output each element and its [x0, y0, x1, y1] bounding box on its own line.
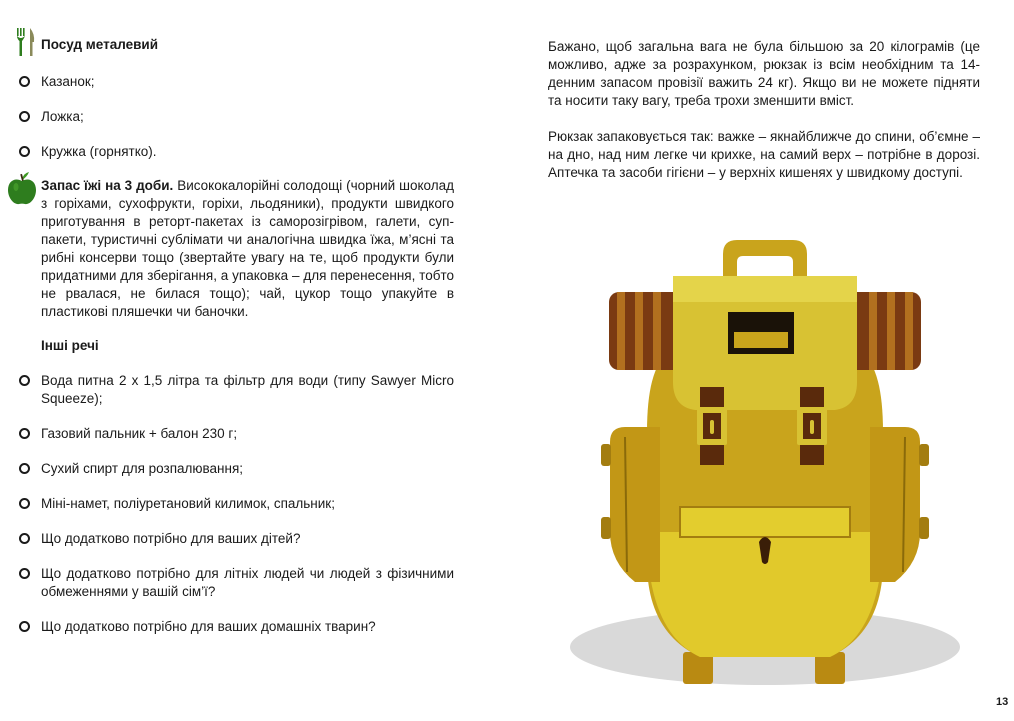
list-item-text: Вода питна 2 х 1,5 літра та фільтр для води (типу Sawyer Micro Squeeze); — [41, 373, 454, 406]
list-item-text: Що додатково потрібно для літніх людей чи людей з фізичними обмеженнями у вашій сім’ї? — [41, 566, 454, 599]
list-item — [14, 618, 454, 636]
right-column — [548, 38, 980, 182]
list-item — [14, 143, 454, 161]
weight-paragraph: Бажано, щоб загальна вага не була більшою за 20 кілограмів (це можливо, адже за розрахунком, рюкзак із всім необхідним та 14-денним запасом провізії важить 24 кг). Якщо ви не можете підняти та носити таку вагу, треба трохи зменшити вміст. — [548, 39, 980, 108]
list-item — [14, 108, 454, 126]
food-paragraph — [14, 177, 454, 321]
food-text: Висококалорійні солодощі (чорний шоколад з горіхами, сухофрукти, горіхи, льодяники), продукти швидкого приготування в реторт-пакетах із саморозігрівом, галети, суп-пакети, туристичні сублімати чи аналогічна швидка їжа, м’ясні та рибні консерви тощо (звертайте увагу на те, щоб продукти були придатними для зберігання, а упаковка – для перенесення, тобто не рвалася, не билася тощо); чай, цукор тощо упакуйте в пластикові пляшечки чи баночки. — [41, 178, 454, 319]
list-item-text: Казанок; — [41, 74, 95, 89]
circle-bullet-icon — [19, 111, 30, 122]
food-title: Запас їжі на 3 доби. — [41, 178, 174, 193]
list-item — [14, 73, 454, 91]
dishes-section-header — [14, 36, 454, 56]
circle-bullet-icon — [19, 146, 30, 157]
circle-bullet-icon — [19, 498, 30, 509]
list-item — [14, 495, 454, 513]
list-item-text: Кружка (горнятко). — [41, 144, 157, 159]
list-item — [14, 460, 454, 478]
left-column — [14, 36, 454, 636]
list-item-text: Що додатково потрібно для ваших домашніх тварин? — [41, 619, 376, 634]
list-item-text: Сухий спирт для розпалювання; — [41, 461, 244, 476]
list-item — [14, 425, 454, 443]
backpack-illustration — [565, 232, 965, 692]
circle-bullet-icon — [19, 533, 30, 544]
dishes-title: Посуд металевий — [41, 37, 159, 52]
circle-bullet-icon — [19, 76, 30, 87]
other-title: Інші речі — [41, 338, 99, 353]
list-item-text: Що додатково потрібно для ваших дітей? — [41, 531, 301, 546]
fork-knife-icon — [14, 26, 38, 63]
apple-icon — [6, 171, 38, 212]
packing-paragraph: Рюкзак запаковується так: важке – якнайближче до спини, об’ємне – на дно, над ним легке чи крихке, на самий верх – потрібне в дорозі. Аптечка та засоби гігієни – у верхніх кишенях у швидкому доступі. — [548, 129, 980, 180]
circle-bullet-icon — [19, 375, 30, 386]
list-item — [14, 372, 454, 408]
list-item-text: Ложка; — [41, 109, 84, 124]
page-number: 13 — [996, 696, 1009, 708]
list-item — [14, 530, 454, 548]
circle-bullet-icon — [19, 621, 30, 632]
circle-bullet-icon — [19, 428, 30, 439]
list-item-text: Міні-намет, поліуретановий килимок, спальник; — [41, 496, 335, 511]
list-item — [14, 565, 454, 601]
list-item-text: Газовий пальник + балон 230 г; — [41, 426, 238, 441]
circle-bullet-icon — [19, 568, 30, 579]
circle-bullet-icon — [19, 463, 30, 474]
